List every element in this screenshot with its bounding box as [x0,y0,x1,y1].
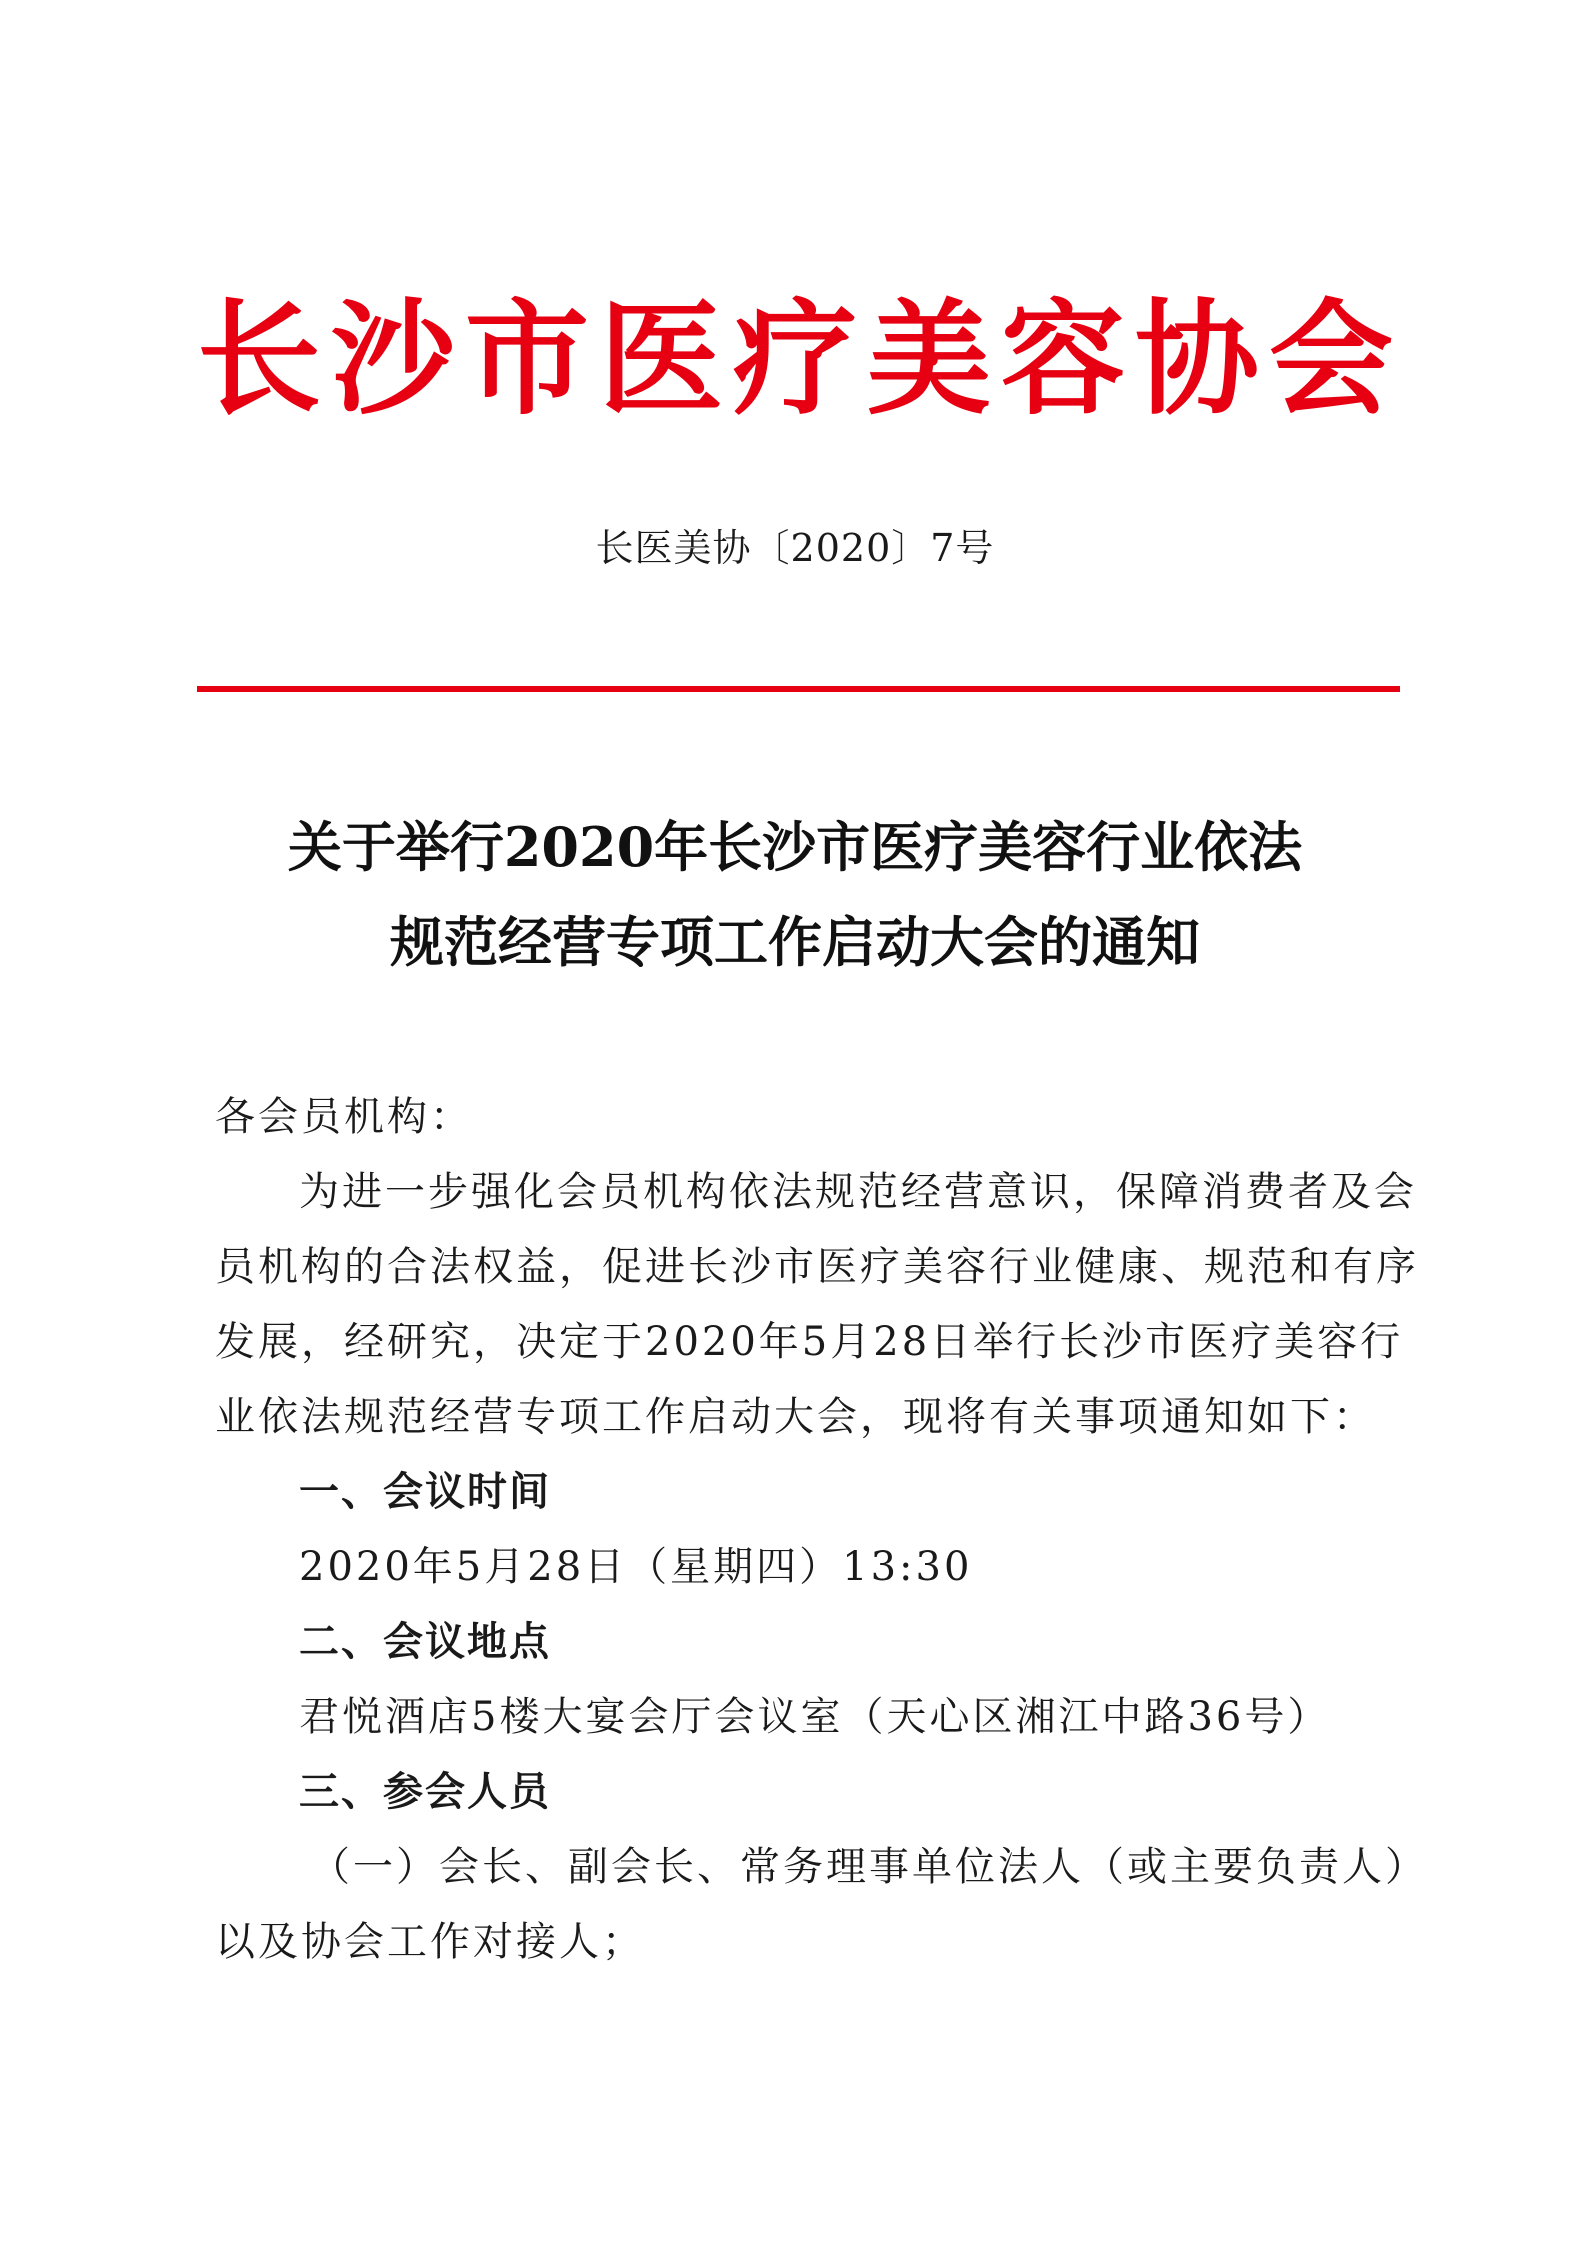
intro-line-2: 员机构的合法权益，促进长沙市医疗美容行业健康、规范和有序 [215,1244,1419,1290]
notice-body [215,1080,1428,1980]
intro-line-4: 业依法规范经营专项工作启动大会，现将有关事项通知如下： [215,1394,1376,1440]
attendees-item-1-line-2: 以及协会工作对接人； [215,1919,645,1965]
notice-title-line-2: 规范经营专项工作启动大会的通知 [390,910,1200,974]
meeting-time: 2020年5月28日（星期四）13:30 [299,1544,973,1590]
intro-line-3: 发展，经研究，决定于2020年5月28日举行长沙市医疗美容行 [215,1319,1404,1365]
section-heading-time: 一、会议时间 [299,1469,551,1515]
organization-name: 长沙市医疗美容协会 [196,287,1403,432]
notice-title-line-1: 关于举行2020年长沙市医疗美容行业依法 [287,815,1303,879]
document-number: 长医美协〔2020〕7号 [595,526,995,570]
meeting-location: 君悦酒店5楼大宴会厅会议室（天心区湘江中路36号） [299,1694,1331,1740]
intro-line-1: 为进一步强化会员机构依法规范经营意识，保障消费者及会 [299,1169,1417,1215]
attendees-item-1-line-1: （一）会长、副会长、常务理事单位法人（或主要负责人） [310,1844,1428,1890]
red-divider-line [197,686,1400,692]
salutation: 各会员机构： [215,1094,473,1140]
section-heading-attendees: 三、参会人员 [299,1769,551,1815]
notice-title [200,800,1390,990]
section-heading-location: 二、会议地点 [299,1619,551,1665]
